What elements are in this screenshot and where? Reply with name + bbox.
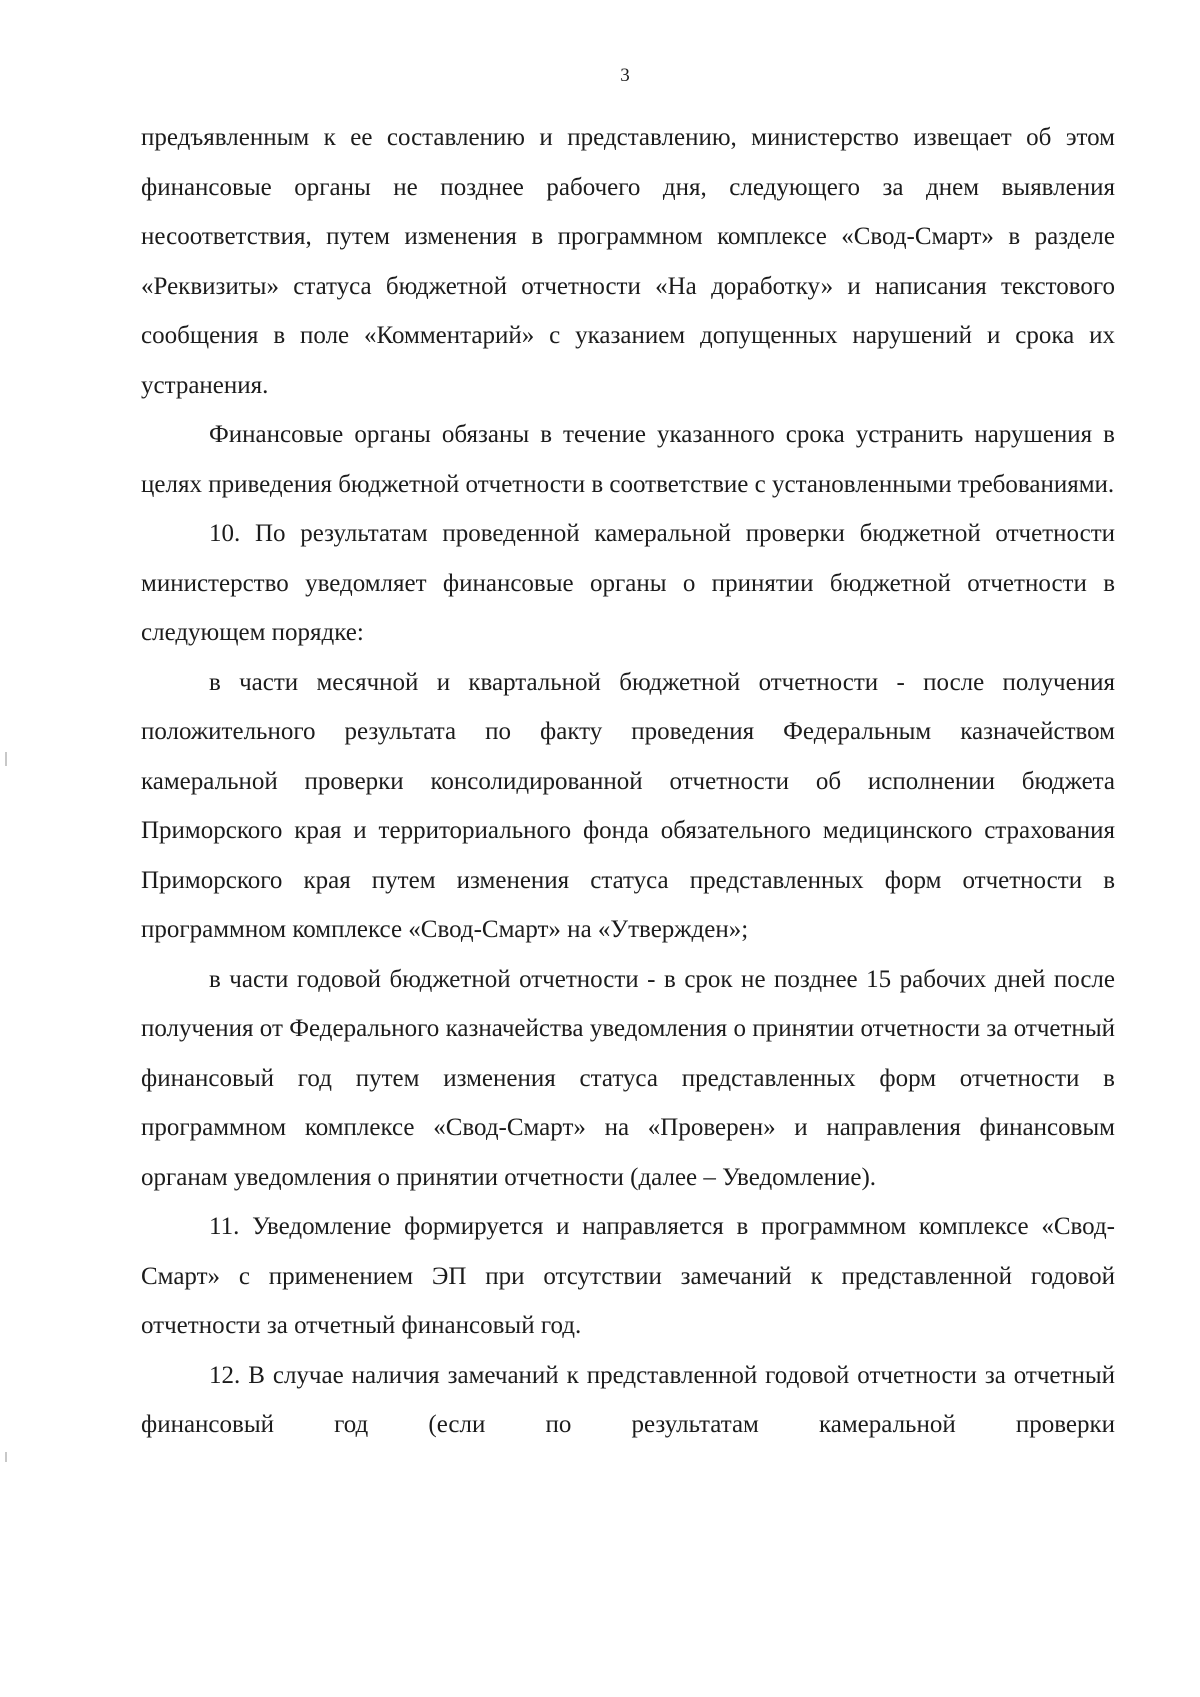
paragraph-item-10: 10. По результатам проведенной камеральной проверки бюджетной отчетности министерство уведомляет финансовые органы о принятии бюджетной отчетности в следующем порядке: <box>141 520 1115 646</box>
scan-edge-mark <box>5 1452 7 1462</box>
scan-edge-mark <box>5 752 7 766</box>
document-body <box>141 113 1115 1450</box>
paragraph-annual-reporting: в части годовой бюджетной отчетности - в срок не позднее 15 рабочих дней после получения от Федерального казначейства уведомления о принятии отчетности за отчетный финансовый год путем изменения статуса представленных форм отчетности в программном комплексе «Свод-Смарт» на «Проверен» и направления финансовым органам уведомления о принятии отчетности (далее – Уведомление). <box>141 965 1115 1191</box>
paragraph-monthly-quarterly-reporting: в части месячной и квартальной бюджетной отчетности - после получения положительного результата по факту проведения Федеральным казначейством камеральной проверки консолидированной отчетности об исполнении бюджета Приморского края и территориального фонда обязательного медицинского страхования Приморского края путем изменения статуса представленных форм отчетности в программном комплексе «Свод-Смарт» на «Утвержден»; <box>141 668 1115 943</box>
paragraph-financial-bodies-obligation: Финансовые органы обязаны в течение указанного срока устранить нарушения в целях приведения бюджетной отчетности в соответствие с установленными требованиями. <box>141 421 1115 498</box>
page-number: 3 <box>620 65 630 86</box>
paragraph-item-12: 12. В случае наличия замечаний к представленной годовой отчетности за отчетный финансовый год (если по результатам камеральной проверки <box>141 1361 1115 1438</box>
paragraph-notification-continued: предъявленным к ее составлению и представлению, министерство извещает об этом финансовые органы не позднее рабочего дня, следующего за днем выявления несоответствия, путем изменения в программном комплексе «Свод-Смарт» в разделе «Реквизиты» статуса бюджетной отчетности «На доработку» и написания текстового сообщения в поле «Комментарий» с указанием допущенных нарушений и срока их устранения. <box>141 124 1115 399</box>
paragraph-item-11: 11. Уведомление формируется и направляется в программном комплексе «Свод-Смарт» с применением ЭП при отсутствии замечаний к представленной годовой отчетности за отчетный финансовый год. <box>141 1213 1115 1339</box>
